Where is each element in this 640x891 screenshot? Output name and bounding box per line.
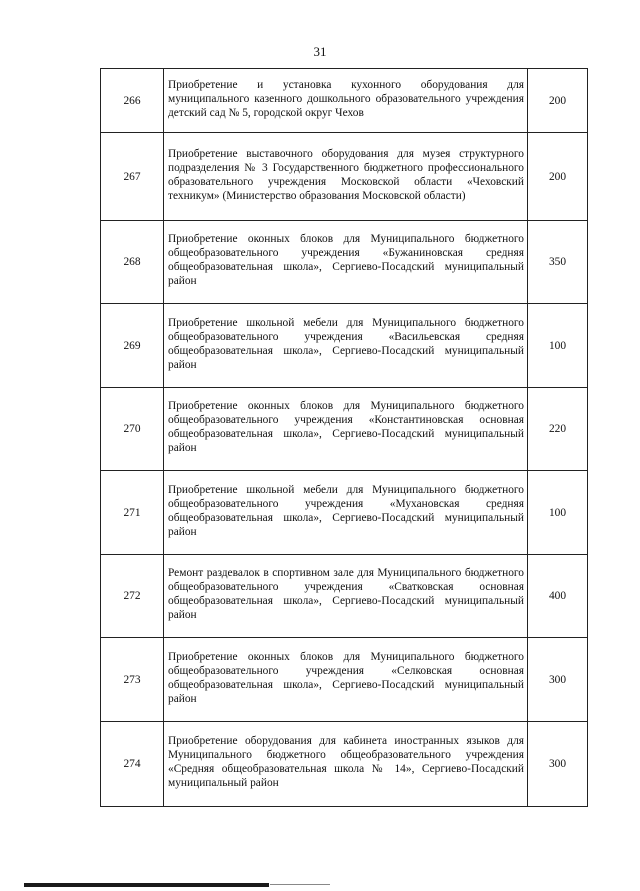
row-description: Приобретение и установка кухонного оборудования для муниципального казенного дошкольного образовательного учреждения детский сад № 5, городской округ Чехов <box>164 69 528 133</box>
row-number: 272 <box>101 555 164 638</box>
page-number: 31 <box>313 44 327 59</box>
row-amount: 300 <box>528 722 588 807</box>
row-number: 273 <box>101 638 164 722</box>
table-row <box>101 638 588 722</box>
table-row <box>101 471 588 555</box>
row-amount: 200 <box>528 133 588 221</box>
row-description: Приобретение школьной мебели для Муниципального бюджетного общеобразовательного учреждения «Мухановская средняя общеобразовательная школа», Сергиево-Посадский муниципальный район <box>164 471 528 555</box>
row-description: Приобретение оконных блоков для Муниципального бюджетного общеобразовательного учреждения «Селковская основная общеобразовательная школа», Сергиево-Посадский муниципальный район <box>164 638 528 722</box>
row-amount: 300 <box>528 638 588 722</box>
row-amount: 220 <box>528 388 588 471</box>
table-row <box>101 388 588 471</box>
row-description: Ремонт раздевалок в спортивном зале для Муниципального бюджетного общеобразовательного учреждения «Сватковская основная общеобразовательная школа», Сергиево-Посадский муниципальный район <box>164 555 528 638</box>
row-number: 266 <box>101 69 164 133</box>
row-number: 274 <box>101 722 164 807</box>
table-row <box>101 221 588 304</box>
row-amount: 400 <box>528 555 588 638</box>
row-number: 268 <box>101 221 164 304</box>
table-row <box>101 69 588 133</box>
row-description: Приобретение оконных блоков для Муниципального бюджетного общеобразовательного учреждения «Бужаниновская средняя общеобразовательная школа», Сергиево-Посадский муниципальный район <box>164 221 528 304</box>
table-row <box>101 722 588 807</box>
funding-table <box>100 68 588 807</box>
row-number: 269 <box>101 304 164 388</box>
scan-artifact-line <box>24 883 269 887</box>
row-number: 270 <box>101 388 164 471</box>
table-row <box>101 133 588 221</box>
row-amount: 100 <box>528 471 588 555</box>
row-description: Приобретение выставочного оборудования для музея структурного подразделения № 3 Государственного бюджетного профессионального образовательного учреждения Московской области «Чеховский техникум» (Министерство образования Московской области) <box>164 133 528 221</box>
row-description: Приобретение оконных блоков для Муниципального бюджетного общеобразовательного учреждения «Константиновская основная общеобразовательная школа», Сергиево-Посадский муниципальный район <box>164 388 528 471</box>
row-amount: 350 <box>528 221 588 304</box>
row-description: Приобретение оборудования для кабинета иностранных языков для Муниципального бюджетного общеобразовательного учреждения «Средняя общеобразовательная школа № 14», Сергиево-Посадский муниципальный район <box>164 722 528 807</box>
row-amount: 100 <box>528 304 588 388</box>
row-amount: 200 <box>528 69 588 133</box>
row-number: 267 <box>101 133 164 221</box>
table-row <box>101 555 588 638</box>
row-number: 271 <box>101 471 164 555</box>
table-row <box>101 304 588 388</box>
row-description: Приобретение школьной мебели для Муниципального бюджетного общеобразовательного учреждения «Васильевская средняя общеобразовательная школа», Сергиево-Посадский муниципальный район <box>164 304 528 388</box>
scan-artifact-line-thin <box>270 884 330 885</box>
